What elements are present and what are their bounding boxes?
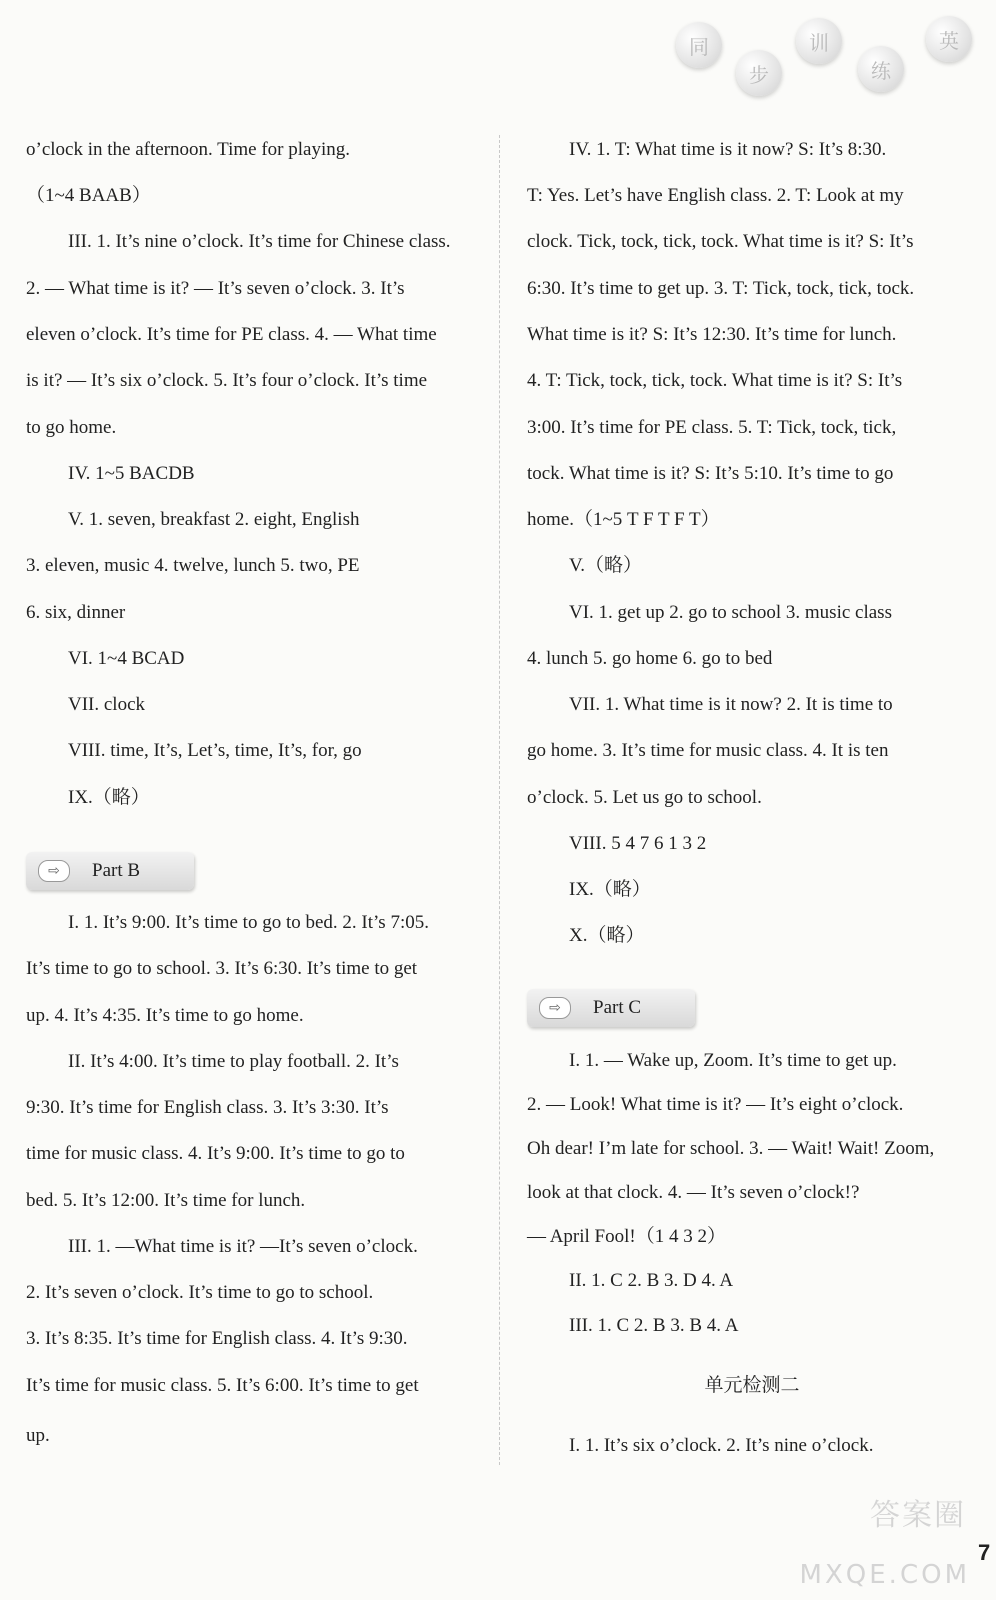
- header-badge-2: 步: [736, 50, 782, 96]
- text-line: up. 4. It’s 4:35. It’s time to go home.: [26, 1005, 304, 1026]
- text-line: 4. lunch 5. go home 6. go to bed: [527, 648, 773, 669]
- text-line: 2. — What time is it? — It’s seven o’clock. 3. It’s: [26, 278, 405, 299]
- page-number: 7: [978, 1540, 991, 1565]
- text-line: is it? — It’s six o’clock. 5. It’s four o’clock. It’s time: [26, 370, 428, 391]
- text-line: 4. T: Tick, tock, tick, tock. What time is it? S: It’s: [527, 370, 903, 391]
- text-line: o’clock in the afternoon. Time for playing.: [26, 139, 350, 160]
- watermark-logo: 答案圈: [870, 1498, 966, 1533]
- arrow-right-icon: ⇨: [38, 860, 70, 882]
- text-line: VIII. time, It’s, Let’s, time, It’s, for, go: [68, 740, 362, 761]
- text-line: 2. It’s seven o’clock. It’s time to go to school.: [26, 1282, 374, 1303]
- text-line: III. 1. It’s nine o’clock. It’s time for Chinese class.: [68, 231, 451, 252]
- text-line: 3:00. It’s time for PE class. 5. T: Tick, tock, tick,: [527, 417, 897, 438]
- header-decoration: [636, 0, 996, 110]
- text-line: o’clock. 5. Let us go to school.: [527, 787, 762, 808]
- text-line: bed. 5. It’s 12:00. It’s time for lunch.: [26, 1190, 306, 1211]
- text-line: tock. What time is it? S: It’s 5:10. It’s time to go: [527, 463, 894, 484]
- text-line: What time is it? S: It’s 12:30. It’s time for lunch.: [527, 324, 897, 345]
- unit-test-title: 单元检测二: [704, 1375, 800, 1396]
- text-line: 3. eleven, music 4. twelve, lunch 5. two, PE: [26, 555, 360, 576]
- watermark-url: MXQE.COM: [799, 1560, 970, 1590]
- text-line: look at that clock. 4. — It’s seven o’clock!?: [527, 1182, 860, 1203]
- text-line: It’s time to go to school. 3. It’s 6:30. It’s time to get: [26, 958, 418, 979]
- text-line: to go home.: [26, 417, 117, 438]
- text-line: VIII. 5 4 7 6 1 3 2: [569, 833, 707, 854]
- text-line: I. 1. — Wake up, Zoom. It’s time to get up.: [569, 1050, 897, 1071]
- part-c-label: Part C: [593, 997, 642, 1018]
- text-line: 6. six, dinner: [26, 602, 126, 623]
- text-line: go home. 3. It’s time for music class. 4. It is ten: [527, 740, 889, 761]
- header-badge-3: 训: [796, 18, 842, 64]
- text-line: home.（1~5 T F T F T）: [527, 509, 720, 530]
- text-line: 6:30. It’s time to get up. 3. T: Tick, tock, tick, tock.: [527, 278, 915, 299]
- text-line: T: Yes. Let’s have English class. 2. T: Look at my: [527, 185, 904, 206]
- text-line: IX.（略）: [68, 787, 150, 808]
- text-line: clock. Tick, tock, tick, tock. What time is it? S: It’s: [527, 231, 914, 252]
- text-line: 3. It’s 8:35. It’s time for English class. 4. It’s 9:30.: [26, 1328, 408, 1349]
- header-badge-4: 练: [858, 46, 904, 92]
- text-line: VI. 1. get up 2. go to school 3. music class: [569, 602, 892, 623]
- text-line: VI. 1~4 BCAD: [68, 648, 185, 669]
- text-line: IX.（略）: [569, 879, 651, 900]
- text-line: V. 1. seven, breakfast 2. eight, English: [68, 509, 360, 530]
- text-line: — April Fool!（1 4 3 2）: [527, 1226, 726, 1247]
- text-line: IV. 1. T: What time is it now? S: It’s 8:30.: [569, 139, 887, 160]
- text-line: （1~4 BAAB）: [26, 185, 151, 206]
- text-line: eleven o’clock. It’s time for PE class. 4. — What time: [26, 324, 437, 345]
- text-line: time for music class. 4. It’s 9:00. It’s time to go to: [26, 1143, 405, 1164]
- text-line: Oh dear! I’m late for school. 3. — Wait! Wait! Zoom,: [527, 1138, 935, 1159]
- text-line: VII. 1. What time is it now? 2. It is time to: [569, 694, 893, 715]
- part-c-tab: [527, 989, 695, 1027]
- text-line: It’s time for music class. 5. It’s 6:00. It’s time to get: [26, 1375, 419, 1396]
- part-b-label: Part B: [92, 860, 141, 881]
- text-line: IV. 1~5 BACDB: [68, 463, 195, 484]
- part-b-tab: [26, 852, 194, 890]
- text-line: VII. clock: [68, 694, 146, 715]
- text-line: II. 1. C 2. B 3. D 4. A: [569, 1270, 734, 1291]
- text-line: 9:30. It’s time for English class. 3. It’s 3:30. It’s: [26, 1097, 389, 1118]
- text-line: II. It’s 4:00. It’s time to play football. 2. It’s: [68, 1051, 399, 1072]
- column-divider: [499, 135, 500, 1465]
- text-line: I. 1. It’s 9:00. It’s time to go to bed. 2. It’s 7:05.: [68, 912, 429, 933]
- header-badge-1: 同: [676, 22, 722, 68]
- text-line: III. 1. C 2. B 3. B 4. A: [569, 1315, 739, 1336]
- text-line: up.: [26, 1425, 50, 1446]
- text-line: 2. — Look! What time is it? — It’s eight o’clock.: [527, 1094, 904, 1115]
- header-badge-5: 英: [926, 16, 972, 62]
- text-line: X.（略）: [569, 925, 645, 946]
- text-line: V.（略）: [569, 555, 643, 576]
- text-line: III. 1. —What time is it? —It’s seven o’clock.: [68, 1236, 418, 1257]
- arrow-right-icon: ⇨: [539, 997, 571, 1019]
- text-line: I. 1. It’s six o’clock. 2. It’s nine o’clock.: [569, 1435, 874, 1456]
